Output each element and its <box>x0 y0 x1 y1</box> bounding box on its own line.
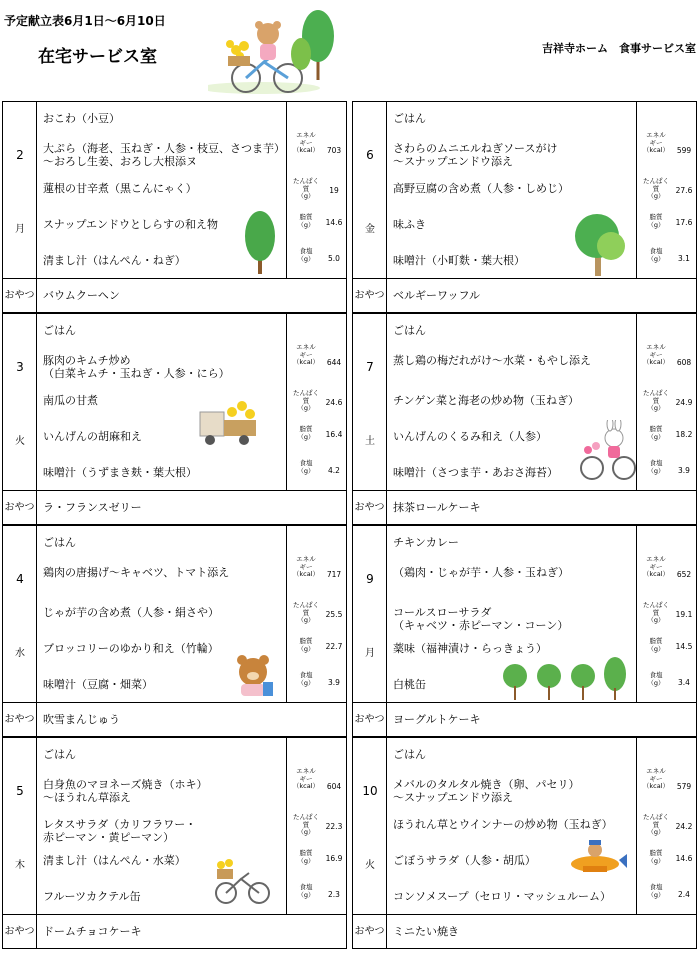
protein-label: たんぱく 質 （g） <box>643 177 669 200</box>
protein-value: 24.2 <box>675 822 693 831</box>
salt-value: 3.9 <box>328 678 340 687</box>
snack-label: おやつ <box>3 703 37 737</box>
nutrition-column <box>286 738 346 914</box>
snack-name: ラ・フランスゼリー <box>43 501 142 514</box>
bear-icon <box>227 652 277 702</box>
protein-value: 27.6 <box>675 186 693 195</box>
snack-label: おやつ <box>353 279 387 313</box>
fat-label: 脂質 （g） <box>647 849 665 865</box>
energy-value: 604 <box>326 782 342 791</box>
bear-bicycle-illustration <box>208 6 340 96</box>
date-number: 10 <box>362 784 378 798</box>
snack-name: 吹雪まんじゅう <box>43 713 120 726</box>
snack-name: 抹茶ロールケーキ <box>393 501 481 514</box>
dish-item: フルーツカクテル缶 <box>43 890 141 903</box>
energy-label: エネル ギー （kcal） <box>292 343 320 366</box>
day-of-week: 月 <box>15 224 25 235</box>
fat-label: 脂質 （g） <box>297 213 315 229</box>
energy-value: 703 <box>326 146 342 155</box>
protein-label: たんぱく 質 （g） <box>293 601 319 624</box>
date-column <box>3 526 37 702</box>
day-block <box>2 313 347 525</box>
snack-row <box>3 914 346 948</box>
dish-item: 味ふき <box>393 218 426 231</box>
dish-item: さわらのムニエルねぎソースがけ ～スナップエンドウ添え <box>393 142 558 168</box>
dish-item: ごはん <box>43 536 76 549</box>
dish-item: チンゲン菜と海老の炒め物（玉ねぎ） <box>393 394 580 407</box>
salt-value: 3.4 <box>678 678 690 687</box>
date-number: 4 <box>16 572 24 586</box>
snack-label: おやつ <box>353 491 387 525</box>
snack-row <box>353 702 696 736</box>
nutrition-column <box>636 314 696 490</box>
dish-item: ごはん <box>393 324 426 337</box>
dish-item: 豚肉のキムチ炒め （白菜キムチ・玉ねぎ・人参・にら） <box>43 354 230 380</box>
energy-value: 717 <box>326 570 342 579</box>
energy-label: エネル ギー （kcal） <box>292 131 320 154</box>
salt-label: 食塩 （g） <box>297 671 315 687</box>
dish-item: 大ぷら（海老、玉ねぎ・人参・枝豆、さつま芋）～おろし生姜、おろし大根添ヌ <box>43 142 285 168</box>
dish-item: 白桃缶 <box>393 678 426 691</box>
dish-item: 蒸し鶏の梅だれがけ～水菜・もやし添え <box>393 354 591 367</box>
date-number: 7 <box>366 360 374 374</box>
dish-item: 蓮根の甘辛煮（黒こんにゃく） <box>43 182 197 195</box>
dish-item: コールスローサラダ （キャベツ・赤ピーマン・コーン） <box>393 606 569 632</box>
salt-label: 食塩 （g） <box>647 671 665 687</box>
salt-value: 3.9 <box>678 466 690 475</box>
snack-label: おやつ <box>3 915 37 949</box>
salt-value: 2.4 <box>678 890 690 899</box>
dish-item: レタスサラダ（カリフラワー・ 赤ピーマン・黄ピーマン） <box>43 818 197 844</box>
day-of-week: 火 <box>15 436 25 447</box>
protein-value: 24.6 <box>325 398 343 407</box>
date-number: 9 <box>366 572 374 586</box>
energy-value: 579 <box>676 782 692 791</box>
salt-value: 4.2 <box>328 466 340 475</box>
dish-item: おこわ（小豆） <box>43 112 120 125</box>
day-block <box>2 525 347 737</box>
nutrition-column <box>636 526 696 702</box>
fat-value: 16.4 <box>325 430 343 439</box>
menu-period: 予定献立表6月1日～6月10日 <box>4 14 166 28</box>
airplane-icon <box>565 836 627 886</box>
date-column <box>353 314 387 490</box>
flower-truck-icon <box>196 398 260 452</box>
snack-name: ミニたい焼き <box>393 925 459 938</box>
dish-item: コンソメスープ（セロリ・マッシュルーム） <box>393 890 612 903</box>
fat-value: 14.6 <box>325 218 343 227</box>
dish-item: じゃが芋の含め煮（人参・絹さや） <box>43 606 219 619</box>
snack-row <box>353 490 696 524</box>
day-of-week: 月 <box>365 648 375 659</box>
salt-label: 食塩 （g） <box>647 459 665 475</box>
energy-value: 644 <box>326 358 342 367</box>
dish-item: ごぼうサラダ（人参・胡瓜） <box>393 854 536 867</box>
bicycle-icon <box>213 855 273 909</box>
dish-item: ごはん <box>43 748 76 761</box>
dish-item: ごはん <box>393 112 426 125</box>
salt-label: 食塩 （g） <box>297 247 315 263</box>
snack-label: おやつ <box>353 915 387 949</box>
snack-name: ベルギーワッフル <box>393 289 481 302</box>
snack-name: バウムクーヘン <box>43 289 120 302</box>
trees-row-icon <box>501 656 627 706</box>
dish-item: 清まし汁（はんぺん・ねぎ） <box>43 254 186 267</box>
fat-label: 脂質 （g） <box>297 425 315 441</box>
energy-label: エネル ギー （kcal） <box>292 767 320 790</box>
day-of-week: 火 <box>365 860 375 871</box>
dish-item: メバルのタルタル焼き（卵、パセリ） ～スナップエンドウ添え <box>393 778 580 804</box>
dish-item: 薬味（福神漬け・らっきょう） <box>393 642 547 655</box>
page-title: 在宅サービス室 <box>38 47 157 67</box>
protein-label: たんぱく 質 （g） <box>293 177 319 200</box>
fat-label: 脂質 （g） <box>647 213 665 229</box>
salt-label: 食塩 （g） <box>297 459 315 475</box>
salt-value: 2.3 <box>328 890 340 899</box>
salt-label: 食塩 （g） <box>647 247 665 263</box>
snack-label: おやつ <box>353 703 387 737</box>
date-number: 3 <box>16 360 24 374</box>
protein-value: 22.3 <box>325 822 343 831</box>
date-column <box>353 102 387 278</box>
day-block <box>352 313 697 525</box>
energy-value: 599 <box>676 146 692 155</box>
protein-label: たんぱく 質 （g） <box>293 389 319 412</box>
snack-row <box>353 914 696 948</box>
snack-row <box>3 490 346 524</box>
fat-label: 脂質 （g） <box>297 849 315 865</box>
day-block <box>2 737 347 949</box>
fat-label: 脂質 （g） <box>647 425 665 441</box>
fat-value: 17.6 <box>675 218 693 227</box>
protein-label: たんぱく 質 （g） <box>643 813 669 836</box>
dish-item: いんげんのくるみ和え（人参） <box>393 430 547 443</box>
dish-item: 味噌汁（うずまき麸・葉大根） <box>43 466 197 479</box>
fat-value: 14.6 <box>675 854 693 863</box>
date-column <box>353 526 387 702</box>
date-column <box>3 738 37 914</box>
day-block <box>352 737 697 949</box>
day-of-week: 水 <box>15 648 25 659</box>
dish-item: 白身魚のマヨネーズ焼き（ホキ） ～ほうれん草添え <box>43 778 208 804</box>
snack-row <box>3 278 346 312</box>
day-of-week: 木 <box>15 860 25 871</box>
protein-label: たんぱく 質 （g） <box>643 601 669 624</box>
nutrition-column <box>636 102 696 278</box>
protein-value: 19 <box>329 186 339 195</box>
energy-value: 608 <box>676 358 692 367</box>
salt-label: 食塩 （g） <box>647 883 665 899</box>
dish-item: いんげんの胡麻和え <box>43 430 142 443</box>
protein-label: たんぱく 質 （g） <box>643 389 669 412</box>
date-column <box>3 314 37 490</box>
dish-item: ごはん <box>393 748 426 761</box>
energy-label: エネル ギー （kcal） <box>642 343 670 366</box>
dish-item: 味噌汁（小町麩・葉大根） <box>393 254 525 267</box>
dish-item: 味噌汁（豆腐・畑菜） <box>43 678 153 691</box>
nutrition-column <box>286 526 346 702</box>
snack-row <box>353 278 696 312</box>
date-number: 5 <box>16 784 24 798</box>
date-number: 6 <box>366 148 374 162</box>
day-block <box>352 101 697 313</box>
fat-value: 14.5 <box>675 642 693 651</box>
fat-label: 脂質 （g） <box>297 637 315 653</box>
protein-value: 25.5 <box>325 610 343 619</box>
energy-value: 652 <box>676 570 692 579</box>
fat-label: 脂質 （g） <box>647 637 665 653</box>
nutrition-column <box>286 314 346 490</box>
tree-icon <box>567 212 631 282</box>
dish-item: 鶏肉の唐揚げ～キャベツ、トマト添え <box>43 566 230 579</box>
energy-label: エネル ギー （kcal） <box>292 555 320 578</box>
salt-value: 3.1 <box>678 254 690 263</box>
protein-value: 19.1 <box>675 610 693 619</box>
snack-label: おやつ <box>3 279 37 313</box>
dish-item: ブロッコリーのゆかり和え（竹輪） <box>43 642 219 655</box>
date-number: 2 <box>16 148 24 162</box>
protein-value: 24.9 <box>675 398 693 407</box>
salt-value: 5.0 <box>328 254 340 263</box>
dish-item: 南瓜の甘煮 <box>43 394 98 407</box>
snack-label: おやつ <box>3 491 37 525</box>
energy-label: エネル ギー （kcal） <box>642 767 670 790</box>
snack-name: ヨーグルトケーキ <box>393 713 481 726</box>
fat-value: 18.2 <box>675 430 693 439</box>
organization-name: 吉祥寺ホーム 食事サービス室 <box>542 42 696 55</box>
dish-item: ごはん <box>43 324 76 337</box>
dish-item: ほうれん草とウインナーの炒め物（玉ねぎ） <box>393 818 613 831</box>
dish-item: スナップエンドウとしらすの和え物 <box>43 218 219 231</box>
tree-icon <box>243 210 277 280</box>
dish-item: （鶏肉・じゃが芋・人参・玉ねぎ） <box>393 566 569 579</box>
day-of-week: 金 <box>365 224 375 235</box>
energy-label: エネル ギー （kcal） <box>642 555 670 578</box>
snack-name: ドームチョコケーキ <box>43 925 142 938</box>
dish-item: 清まし汁（はんぺん・水菜） <box>43 854 186 867</box>
date-column <box>3 102 37 278</box>
day-block <box>2 101 347 313</box>
dish-item: チキンカレー <box>393 536 459 549</box>
dish-item: 高野豆腐の含め煮（人参・しめじ） <box>393 182 569 195</box>
day-of-week: 土 <box>365 436 375 447</box>
rabbit-bicycle-icon <box>580 420 638 486</box>
dish-item: 味噌汁（さつま芋・あおさ海苔） <box>393 466 558 479</box>
protein-label: たんぱく 質 （g） <box>293 813 319 836</box>
salt-label: 食塩 （g） <box>297 883 315 899</box>
fat-value: 16.9 <box>325 854 343 863</box>
nutrition-column <box>636 738 696 914</box>
nutrition-column <box>286 102 346 278</box>
fat-value: 22.7 <box>325 642 343 651</box>
date-column <box>353 738 387 914</box>
energy-label: エネル ギー （kcal） <box>642 131 670 154</box>
snack-row <box>3 702 346 736</box>
